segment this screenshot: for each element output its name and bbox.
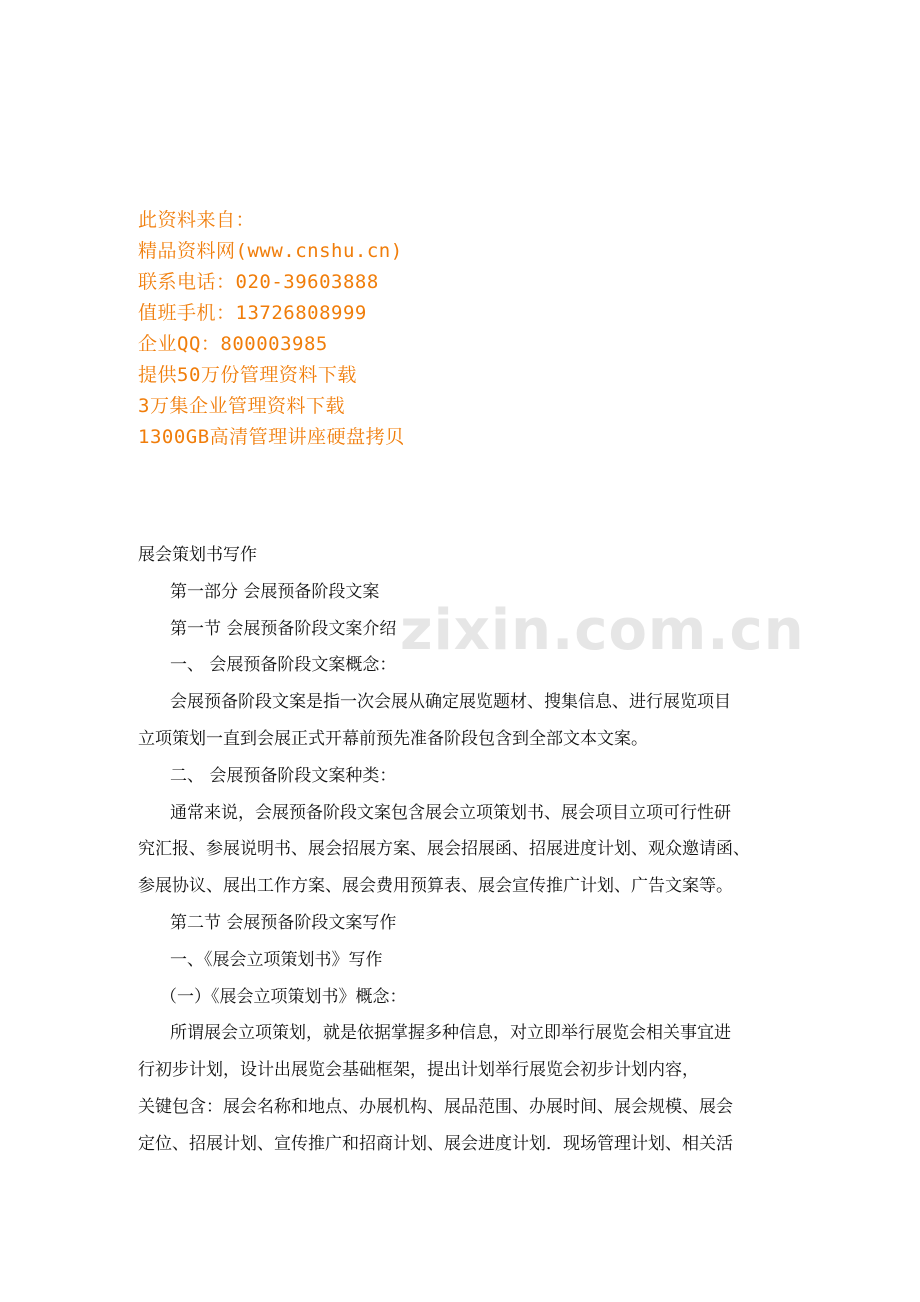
item-heading-1: 一、 会展预备阶段文案概念：: [170, 655, 397, 676]
phone-line: 联系电话：020-39603888: [138, 271, 379, 293]
source-label: 此资料来自：: [138, 209, 256, 231]
paragraph-line: 立项策划一直到会展正式开幕前预先准备阶段包含到全部文本文案。: [138, 728, 648, 749]
offer-line-3: 1300GB高清管理讲座硬盘拷贝: [138, 426, 405, 448]
section-heading-2: 第二节 会展预备阶段文案写作: [170, 912, 397, 933]
paragraph-line: 关键包含：展会名称和地点、办展机构、展品范围、办展时间、展会规模、展会: [138, 1096, 733, 1117]
document-title: 展会策划书写作: [138, 545, 257, 565]
qq-line: 企业QQ：800003985: [138, 333, 328, 355]
paragraph-line: 通常来说，会展预备阶段文案包含展会立项策划书、展会项目立项可行性研: [170, 802, 731, 823]
paragraph-line: 行初步计划，设计出展览会基础框架，提出计划举行展览会初步计划内容，: [138, 1060, 699, 1081]
paragraph-line: 会展预备阶段文案是指一次会展从确定展览题材、搜集信息、进行展览项目: [170, 692, 731, 713]
site-watermark: zixin.com.cn: [400, 598, 805, 663]
offer-line-2: 3万集企业管理资料下载: [138, 395, 345, 417]
mobile-line: 值班手机：13726808999: [138, 302, 367, 324]
item-heading-2: 二、 会展预备阶段文案种类：: [170, 765, 397, 786]
paragraph-line: 定位、招展计划、宣传推广和招商计划、展会进度计划．现场管理计划、相关活: [138, 1133, 733, 1154]
concept-heading: （一）《展会立项策划书》概念：: [160, 986, 407, 1007]
document-body: [138, 537, 788, 1163]
sub-heading-1: 一、《展会立项策划书》写作: [170, 949, 383, 970]
paragraph-line: 所谓展会立项策划，就是依据掌握多种信息，对立即举行展览会相关事宜进: [170, 1023, 731, 1044]
offer-line-1: 提供50万份管理资料下载: [138, 364, 357, 386]
paragraph-line: 参展协议、展出工作方案、展会费用预算表、展会宣传推广计划、广告文案等。: [138, 876, 733, 897]
website-line: 精品资料网(www.cnshu.cn): [138, 240, 403, 262]
section-heading-1: 第一节 会展预备阶段文案介绍: [170, 618, 397, 639]
source-info-block: [138, 205, 738, 453]
part-heading: 第一部分 会展预备阶段文案: [170, 581, 380, 602]
paragraph-line: 究汇报、参展说明书、展会招展方案、展会招展函、招展进度计划、观众邀请函、: [138, 839, 750, 860]
